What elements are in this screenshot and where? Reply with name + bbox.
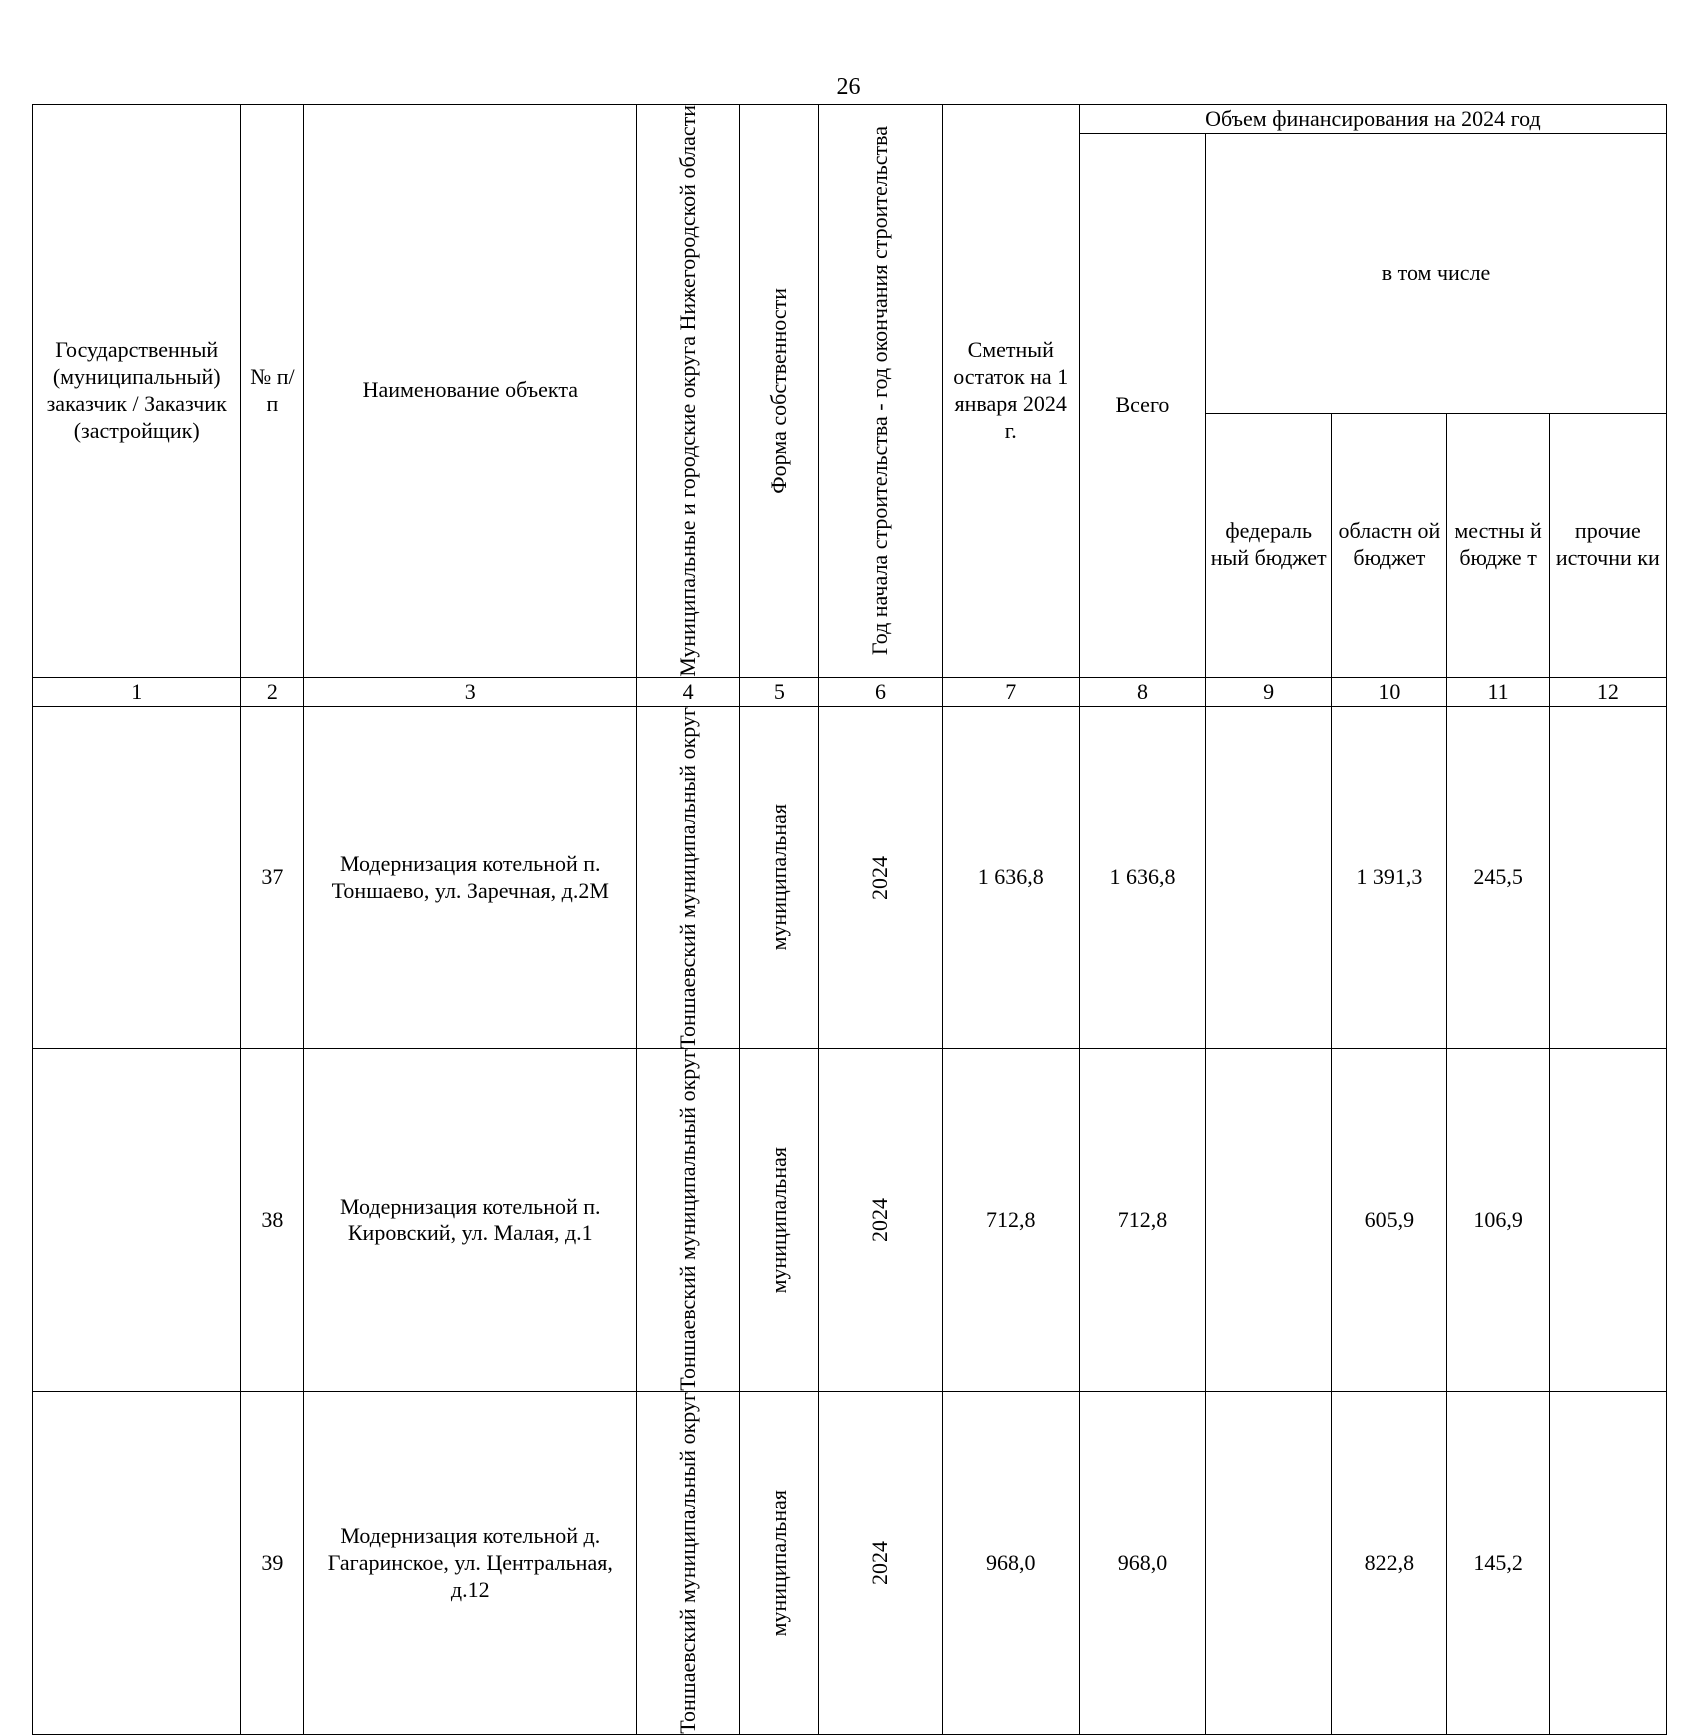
row-district-label: Тоншаевский муниципальный округ — [674, 1049, 700, 1392]
column-number: 7 — [942, 677, 1079, 706]
row-ownership-label: муниципальная — [765, 1147, 791, 1294]
row-object-name: Модернизация котельной п. Кировский, ул. Малая, д.1 — [304, 1049, 637, 1392]
header-ownership — [740, 105, 819, 678]
header-years-label: Год начала строительства - год окончания строительства — [867, 126, 893, 656]
row-district-label: Тоншаевский муниципальный округ — [674, 706, 700, 1049]
column-number: 3 — [304, 677, 637, 706]
column-number: 4 — [637, 677, 740, 706]
row-district — [637, 1049, 740, 1392]
header-object-name: Наименование объекта — [304, 105, 637, 678]
header-total: Всего — [1079, 134, 1205, 678]
financing-table — [32, 104, 1667, 1735]
row-total: 712,8 — [1079, 1049, 1205, 1392]
row-years-label: 2024 — [867, 855, 893, 900]
row-estimate: 1 636,8 — [942, 706, 1079, 1049]
row-other — [1549, 706, 1666, 1049]
row-customer — [33, 1392, 241, 1735]
row-object-name: Модернизация котельной д. Гагаринское, ул. Центральная, д.12 — [304, 1392, 637, 1735]
column-number: 6 — [819, 677, 942, 706]
column-number: 12 — [1549, 677, 1666, 706]
header-districts — [637, 105, 740, 678]
row-number: 38 — [241, 1049, 304, 1392]
header-estimate-balance: Сметный остаток на 1 января 2024 г. — [942, 105, 1079, 678]
row-federal — [1206, 706, 1332, 1049]
row-district — [637, 1392, 740, 1735]
row-local: 245,5 — [1447, 706, 1549, 1049]
row-regional: 605,9 — [1332, 1049, 1447, 1392]
column-number: 8 — [1079, 677, 1205, 706]
row-ownership-label: муниципальная — [765, 1489, 791, 1637]
row-estimate: 968,0 — [942, 1392, 1079, 1735]
header-local: местны й бюдже т — [1447, 413, 1549, 677]
row-district — [637, 706, 740, 1049]
row-total: 968,0 — [1079, 1392, 1205, 1735]
header-other: прочие источни ки — [1549, 413, 1666, 677]
row-district-label: Тоншаевский муниципальный округ — [674, 1392, 700, 1735]
row-years — [819, 1049, 942, 1392]
row-federal — [1206, 1049, 1332, 1392]
column-number: 9 — [1206, 677, 1332, 706]
column-number: 5 — [740, 677, 819, 706]
header-financing: Объем финансирования на 2024 год — [1079, 105, 1666, 134]
header-federal: федераль ный бюджет — [1206, 413, 1332, 677]
row-federal — [1206, 1392, 1332, 1735]
table-row — [33, 1049, 1667, 1392]
row-local: 145,2 — [1447, 1392, 1549, 1735]
row-years-label: 2024 — [867, 1541, 893, 1586]
row-local: 106,9 — [1447, 1049, 1549, 1392]
row-total: 1 636,8 — [1079, 706, 1205, 1049]
column-number: 10 — [1332, 677, 1447, 706]
row-regional: 1 391,3 — [1332, 706, 1447, 1049]
header-regional: областн ой бюджет — [1332, 413, 1447, 677]
column-number: 11 — [1447, 677, 1549, 706]
header-including: в том числе — [1206, 134, 1667, 414]
row-years — [819, 1392, 942, 1735]
row-regional: 822,8 — [1332, 1392, 1447, 1735]
row-other — [1549, 1392, 1666, 1735]
column-number-row — [33, 677, 1667, 706]
row-ownership — [740, 1049, 819, 1392]
row-number: 39 — [241, 1392, 304, 1735]
row-other — [1549, 1049, 1666, 1392]
row-customer — [33, 1049, 241, 1392]
table-row — [33, 706, 1667, 1049]
row-ownership — [740, 1392, 819, 1735]
page-number: 26 — [836, 74, 861, 100]
row-customer — [33, 706, 241, 1049]
row-number: 37 — [241, 706, 304, 1049]
row-object-name: Модернизация котельной п. Тоншаево, ул. Заречная, д.2М — [304, 706, 637, 1049]
row-years — [819, 706, 942, 1049]
header-districts-label: Муниципальные и городские округа Нижегородской области — [674, 105, 700, 677]
column-number: 1 — [33, 677, 241, 706]
header-row-1 — [33, 105, 1667, 134]
header-customer: Государственный (муниципальный) заказчик / Заказчик (застройщик) — [33, 105, 241, 678]
row-estimate: 712,8 — [942, 1049, 1079, 1392]
row-years-label: 2024 — [867, 1198, 893, 1243]
header-number: № п/п — [241, 105, 304, 678]
header-years — [819, 105, 942, 678]
row-ownership — [740, 706, 819, 1049]
table-row — [33, 1392, 1667, 1735]
row-ownership-label: муниципальная — [765, 804, 791, 951]
column-number: 2 — [241, 677, 304, 706]
header-ownership-label: Форма собственности — [765, 287, 791, 494]
